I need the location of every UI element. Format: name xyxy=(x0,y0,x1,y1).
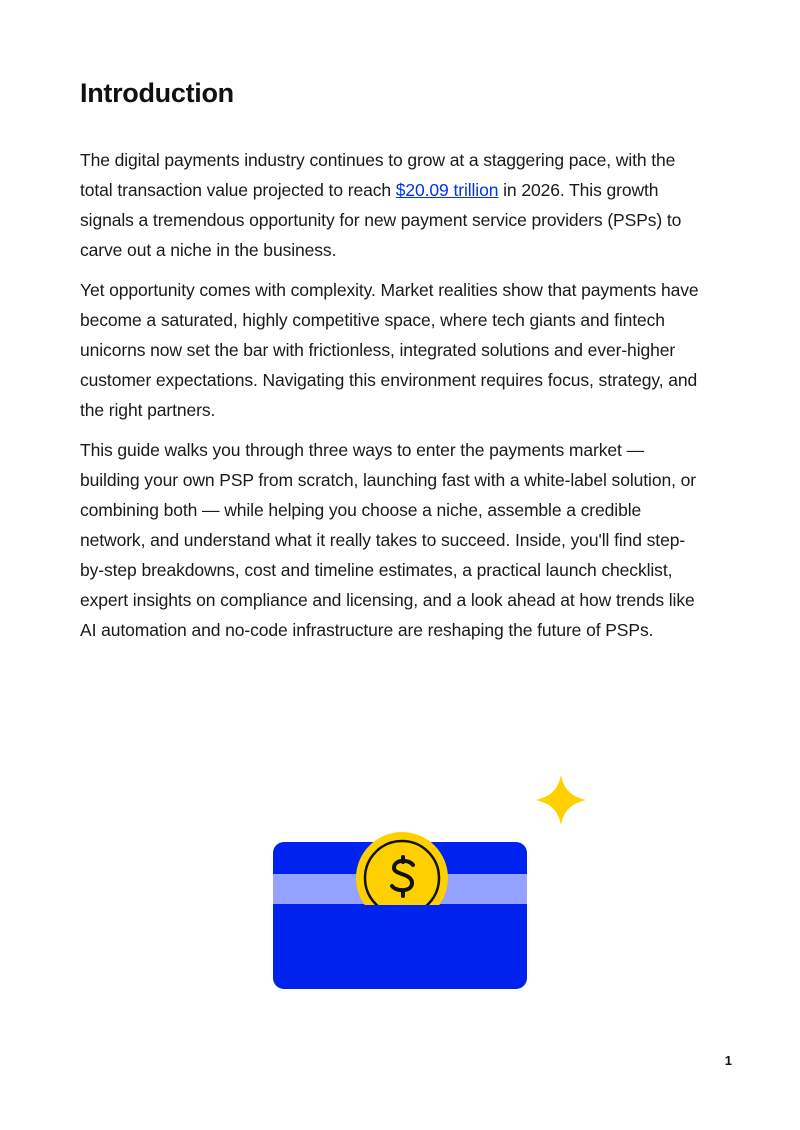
intro-paragraph-2: Yet opportunity comes with complexity. Market realities show that payments have become a saturated, highly competitive space, where tech giants and fintech unicorns now set the bar with frictionless, integrated solutions and ever-higher customer expectations. Navigating this environment requires focus, strategy, and the right partners. xyxy=(80,280,699,420)
card-coin-graphic xyxy=(260,765,600,1000)
paragraph-1-text-end: in 2026. This growth signals a tremendous opportunity for new payment service providers (PSPs) to carve out a niche in the business. xyxy=(80,180,682,260)
sparkle-icon xyxy=(536,775,586,825)
payment-card-illustration xyxy=(260,765,600,1000)
paragraph-1-text-start: The digital payments industry continues to grow at a staggering pace, with the total transaction value projected to reach xyxy=(80,150,676,200)
transaction-value-link[interactable]: $20.09 trillion xyxy=(395,180,499,200)
page-number: 1 xyxy=(724,1053,732,1068)
intro-paragraph-1 xyxy=(80,145,702,265)
page-title: Introduction xyxy=(80,78,234,108)
intro-body xyxy=(80,145,702,655)
intro-paragraph-3: This guide walks you through three ways to enter the payments market — building your own PSP from scratch, launching fast with a white-label solution, or combining both — while helping you choose a niche, assemble a credible network, and understand what it really takes to succeed. Inside, you'll find step-by-step breakdowns, cost and timeline estimates, a practical launch checklist, expert insights on compliance and licensing, and a look ahead at how trends like AI automation and no-code infrastructure are reshaping the future of PSPs. xyxy=(80,440,696,640)
